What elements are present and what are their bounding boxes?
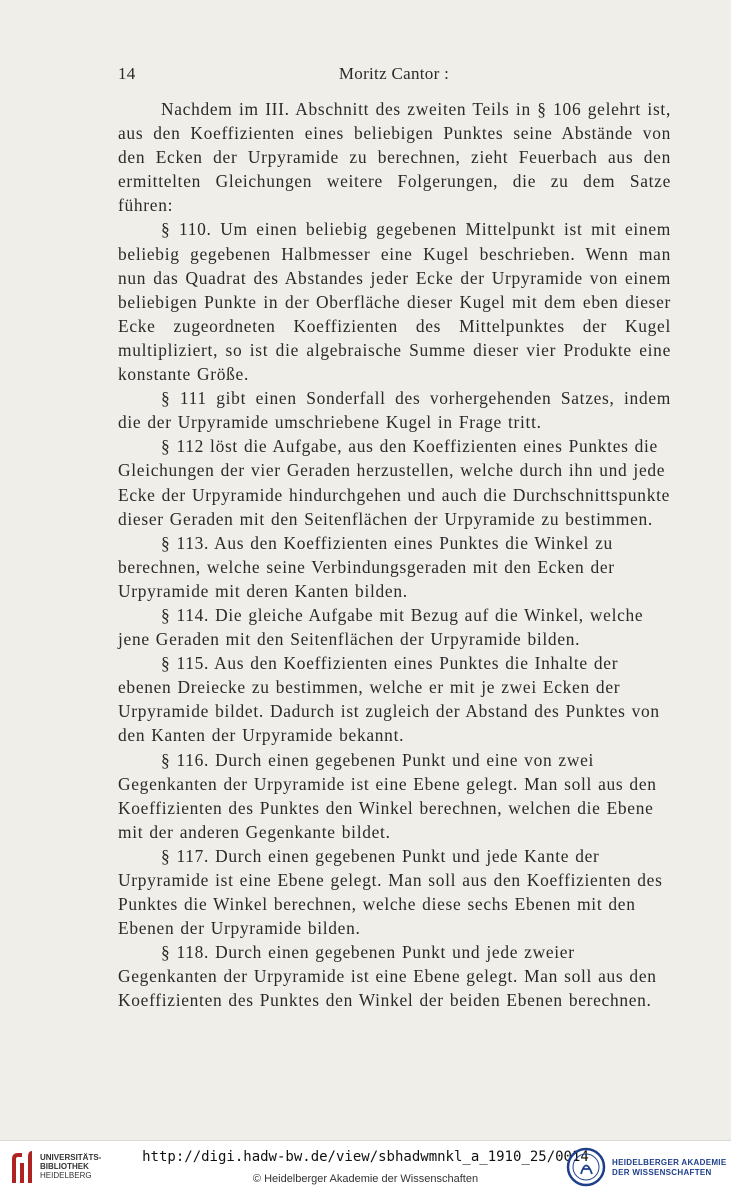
viewer-footer [0, 1140, 731, 1196]
paragraph-114: § 114. Die gleiche Aufgabe mit Bezug auf die Winkel, welche jene Geraden mit den Seitenflächen der Urpyramide bilden. [118, 604, 644, 650]
academy-name-line2: DER WISSENSCHAFTEN [612, 1168, 712, 1177]
paragraph-110: § 110. Um einen beliebig gegebenen Mittelpunkt ist mit einem beliebig gegebenen Halbmesser eine Kugel beschrieben. Wenn man nun das Quadrat des Abstandes jeder Ecke der Urpyramide von einem beliebigen Punkte in der Oberfläche dieser Kugel mit dem eben dieser Ecke zugeordneten Koeffizienten des Mittelpunktes der Kugel multipliziert, so ist die algebraische Summe dieser vier Produkte eine konstante Größe. [118, 219, 671, 385]
academy-name-line1: HEIDELBERGER AKADEMIE [612, 1158, 727, 1167]
paragraph-118: § 118. Durch einen gegebenen Punkt und jede zweier Gegenkanten der Urpyramide ist eine Ebene gelegt. Man soll aus den Koeffizienten des Punktes den Winkel der beiden Ebenen berechnen. [118, 942, 657, 1011]
library-name-line2: BIBLIOTHEK [40, 1162, 89, 1171]
page-number: 14 [118, 64, 136, 83]
paragraph-intro: Nachdem im III. Abschnitt des zweiten Teils in § 106 gelehrt ist, aus den Koeffizienten eines beliebigen Punktes seine Abstände von den Ecken der Urpyramide zu berechnen, zieht Feuerbach aus den ermittelten Gleichungen weitere Folgerungen, die zu dem Satze führen: [118, 99, 671, 216]
document-url-link[interactable]: http://digi.hadw-bw.de/view/sbhadwmnkl_a_1910_25/0014 [142, 1149, 589, 1165]
paragraph-113: § 113. Aus den Koeffizienten eines Punktes die Winkel zu berechnen, welche seine Verbindungsgeraden mit den Ecken der Urpyramide mit deren Kanten bilden. [118, 532, 615, 601]
paragraph-111: § 111 gibt einen Sonderfall des vorhergehenden Satzes, indem die der Urpyramide umschriebene Kugel in Frage tritt. [118, 388, 671, 433]
academy-name [612, 1158, 726, 1178]
paragraph-115: § 115. Aus den Koeffizienten eines Punktes die Inhalte der ebenen Dreiecke zu bestimmen, welche er mit je zwei Ecken der Urpyramide bildet. Dadurch ist zugleich der Abstand des Punktes von den Kanten der Urpyramide bekannt. [118, 653, 660, 746]
paragraph-116: § 116. Durch einen gegebenen Punkt und eine von zwei Gegenkanten der Urpyramide ist eine Ebene gelegt. Man soll aus den Koeffizienten des Punktes den Winkel berechnen, welchen die Ebene mit der anderen Gegenkante bildet. [118, 749, 657, 842]
running-head: Moritz Cantor : [338, 64, 450, 83]
academy-seal-icon [566, 1147, 606, 1187]
copyright-notice: © Heidelberger Akademie der Wissenschaften [252, 1173, 479, 1185]
paragraph-112: § 112 löst die Aufgabe, aus den Koeffizienten eines Punktes die Gleichungen der vier Geraden herzustellen, welche durch ihn und jede Ecke der Urpyramide hindurchgehen und auch die Durchschnittspunkte dieser Geraden mit den Seitenflächen der Urpyramide zu bestimmen. [118, 436, 671, 529]
library-city: HEIDELBERG [40, 1171, 92, 1180]
page-header [118, 64, 670, 88]
body-text [118, 97, 671, 1013]
paragraph-117: § 117. Durch einen gegebenen Punkt und jede Kante der Urpyramide ist eine Ebene gelegt. Man soll aus den Koeffizienten des Punktes die Winkel berechnen, welche diese sechs Ebenen mit den Ebenen der Urpyramide bilden. [118, 845, 663, 939]
library-name-line1: UNIVERSITÄTS- [40, 1153, 102, 1162]
